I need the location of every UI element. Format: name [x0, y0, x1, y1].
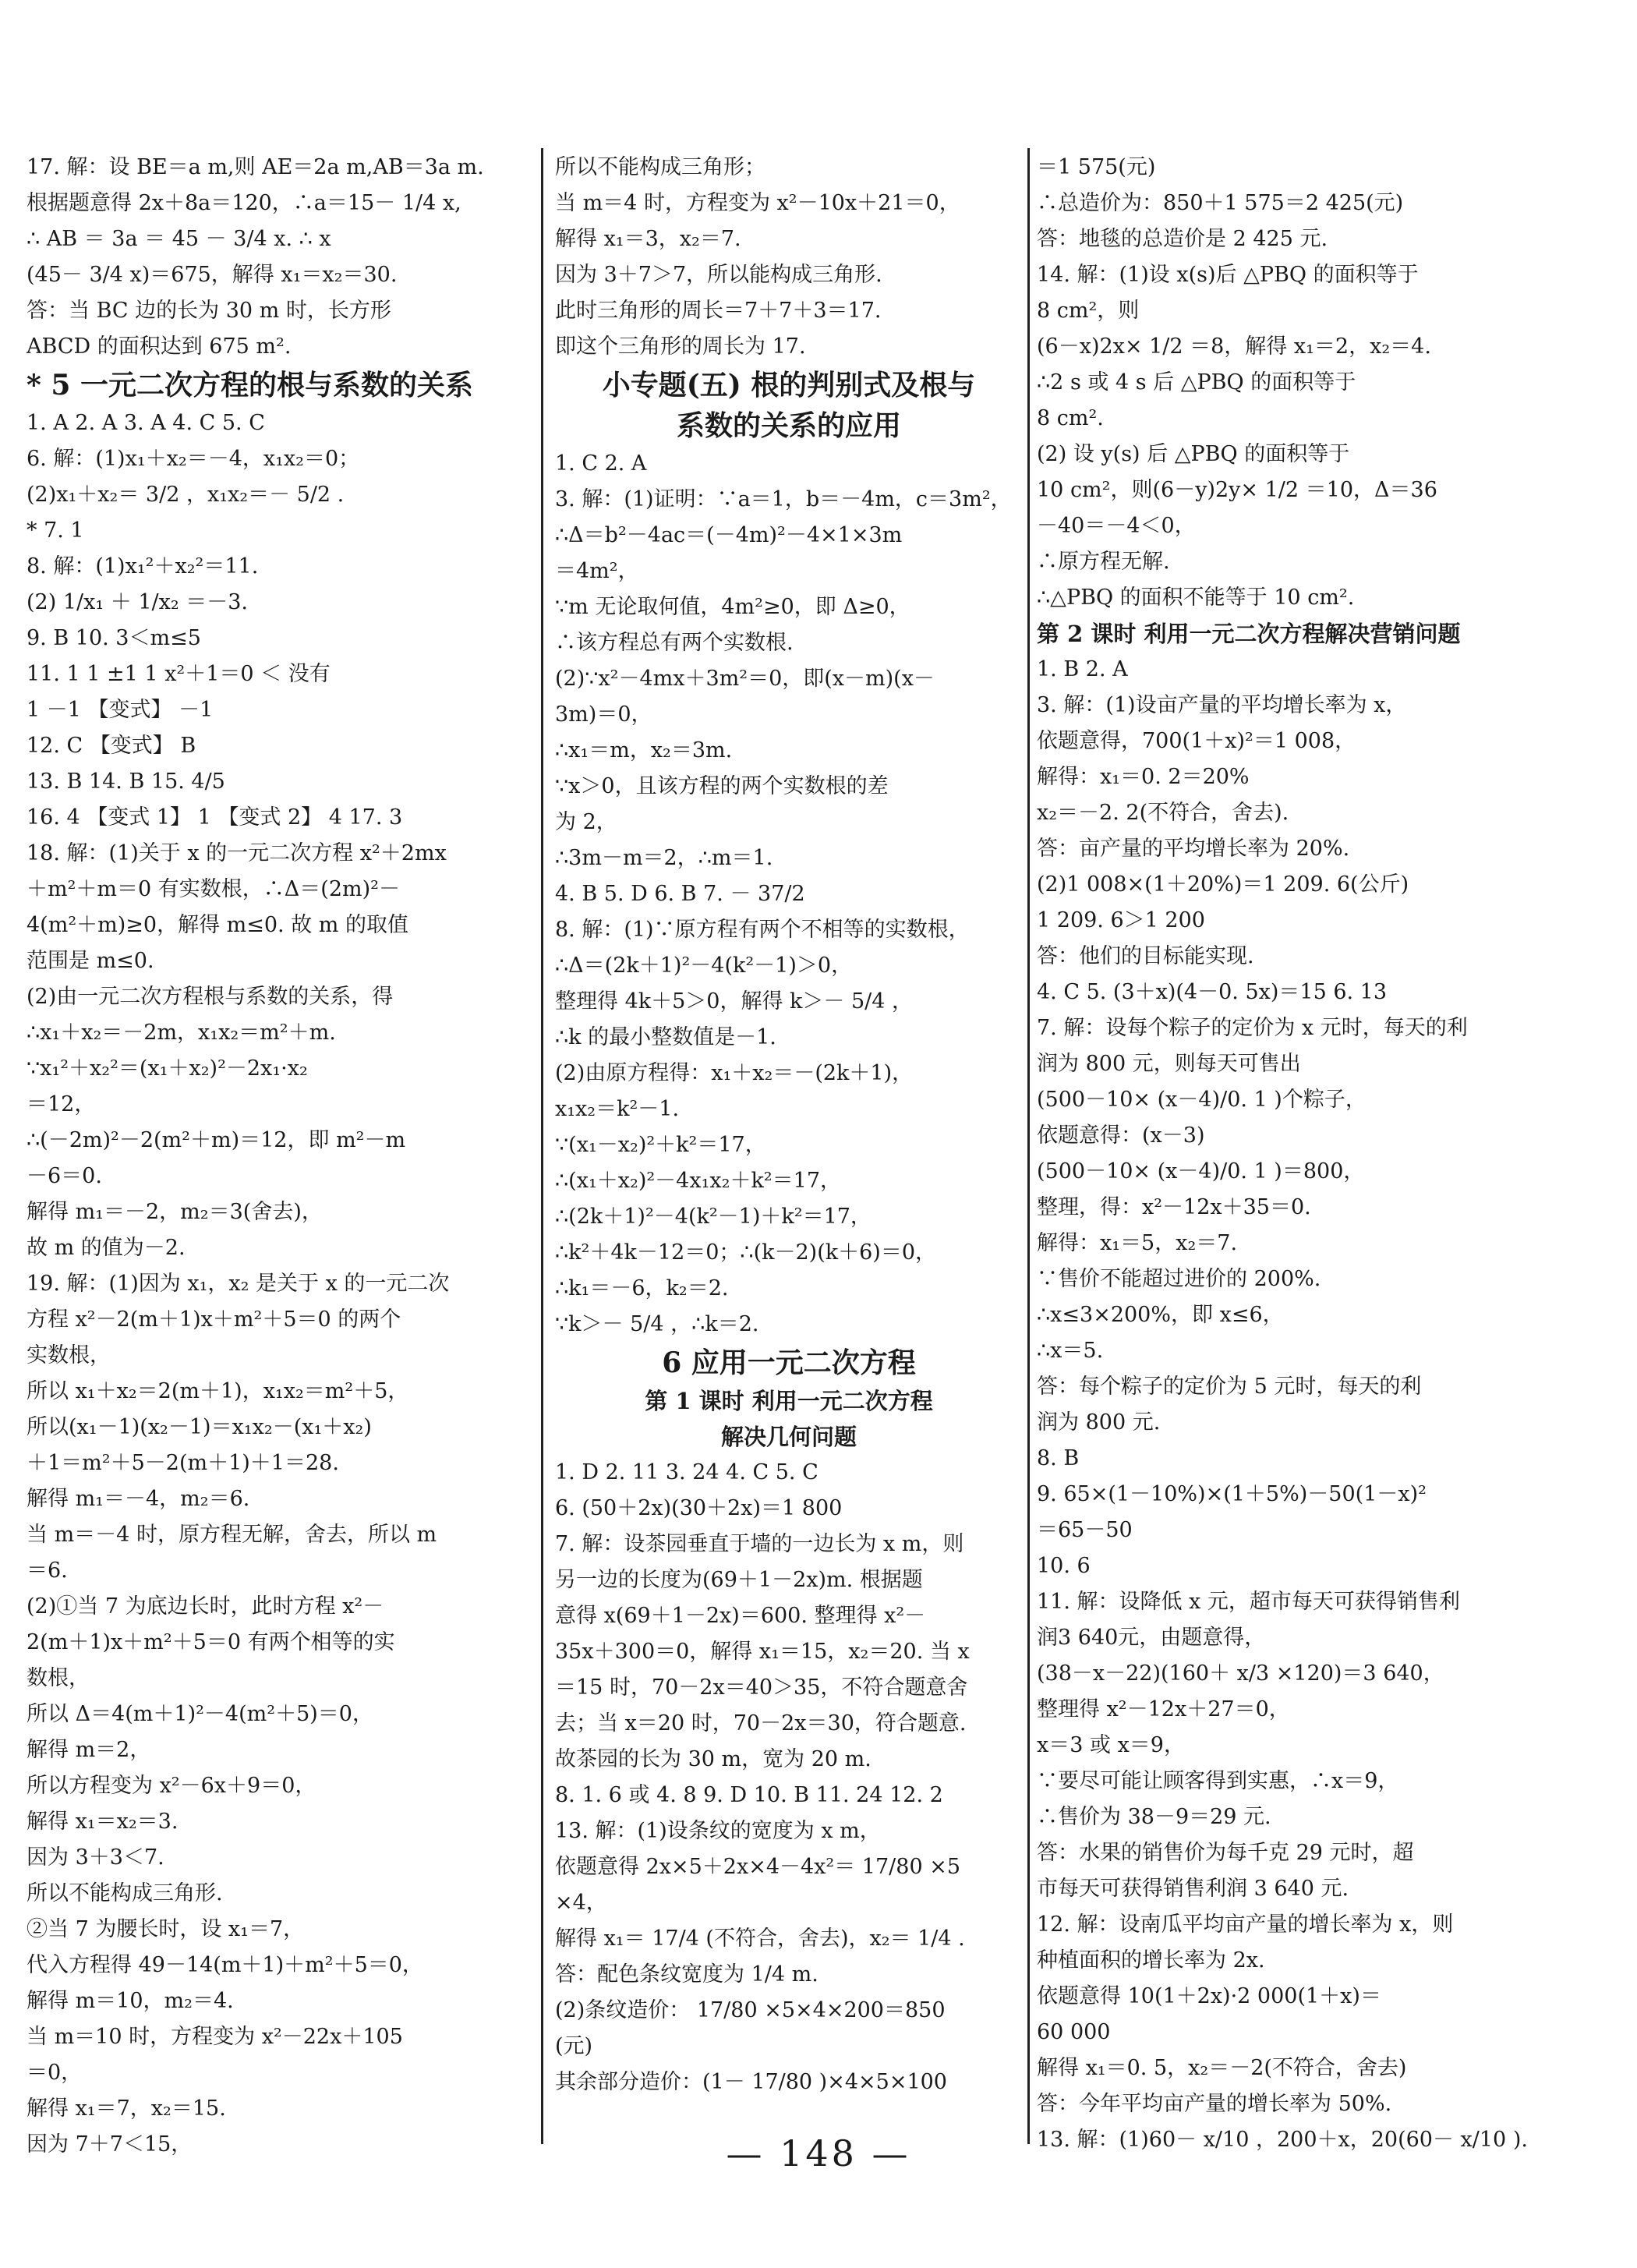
- answer-line: ＝65－50: [1037, 1518, 1133, 1542]
- answer-line: 11. 解：设降低 x 元，超市每天可获得销售利: [1037, 1590, 1460, 1614]
- answer-line: ＝0，: [27, 2061, 83, 2085]
- section-heading: 解决几何问题: [720, 1424, 857, 1450]
- answer-line: ∴x≤3×200%，即 x≤6，: [1037, 1303, 1284, 1327]
- answer-line: 润3 640元，由题意得，: [1037, 1626, 1266, 1650]
- answer-line: ×4，: [555, 1891, 607, 1915]
- answer-line: ∴△PBQ 的面积不能等于 10 cm².: [1037, 586, 1355, 610]
- answer-line: 根据题意得 2x＋8a＝120，∴a＝15－ 1/4 x,: [27, 191, 461, 215]
- column-divider-2: [1027, 148, 1030, 2144]
- answer-line: 所以不能构成三角形；: [555, 155, 765, 179]
- answer-line: ＝1 575(元): [1037, 155, 1156, 179]
- answer-line: ∴Δ＝b²－4ac＝(－4m)²－4×1×3m: [555, 523, 903, 547]
- answer-line: (38－x－22)(160＋ x/3 ×120)＝3 640，: [1037, 1661, 1444, 1686]
- answer-line: 解得 x₁＝ 17/4 (不符合，舍去)，x₂＝ 1/4 .: [555, 1927, 965, 1951]
- answer-line: 答：当 BC 边的长为 30 m 时，长方形: [27, 299, 391, 323]
- answer-line: 8 cm²，则: [1037, 299, 1140, 323]
- answer-line: 去；当 x＝20 时，70－2x＝30，符合题意.: [555, 1711, 967, 1735]
- answer-line: 12. 解：设南瓜平均亩产量的增长率为 x，则: [1037, 1912, 1454, 1937]
- answer-line: ∴(2k＋1)²－4(k²－1)＋k²＝17，: [555, 1205, 872, 1229]
- answer-line: 市每天可获得销售利润 3 640 元.: [1037, 1877, 1349, 1901]
- answer-line: 答：每个粽子的定价为 5 元时，每天的利: [1037, 1375, 1422, 1399]
- answer-line: 整理得 4k＋5＞0，解得 k＞－ 5/4 ，: [555, 989, 914, 1014]
- answer-line: 依题意得 2x×5＋2x×4－4x²＝ 17/80 ×5: [555, 1855, 961, 1879]
- answer-line: 19. 解：(1)因为 x₁，x₂ 是关于 x 的一元二次: [27, 1272, 450, 1296]
- answer-line: (2)∵x²－4mx＋3m²＝0，即(x－m)(x－: [555, 667, 935, 691]
- answer-line: 3. 解：(1)设亩产量的平均增长率为 x，: [1037, 693, 1407, 717]
- answer-line: ∴x₁＝m，x₂＝3m.: [555, 738, 733, 762]
- answer-line: 8. 解：(1)x₁²＋x₂²＝11.: [27, 554, 259, 578]
- answer-line: 6. (50＋2x)(30＋2x)＝1 800: [555, 1496, 843, 1520]
- answer-line: (元): [555, 2034, 593, 2058]
- section-heading: 6 应用一元二次方程: [662, 1346, 916, 1379]
- answer-line: 1 209. 6＞1 200: [1037, 908, 1205, 932]
- answer-line: 解得 m₁＝－2，m₂＝3(舍去)，: [27, 1200, 323, 1224]
- answer-column-right: [1037, 150, 1551, 2158]
- answer-line: ∵k＞－ 5/4 ，∴k＝2.: [555, 1312, 759, 1336]
- answer-line: 解得：x₁＝5，x₂＝7.: [1037, 1231, 1238, 1255]
- answer-line: 1. C 2. A: [555, 451, 647, 476]
- answer-line: ∵(x₁－x₂)²＋k²＝17，: [555, 1133, 766, 1157]
- answer-line: (2)由原方程得：x₁＋x₂＝－(2k＋1)，: [555, 1061, 914, 1085]
- answer-line: 当 m＝10 时，方程变为 x²－22x＋105: [27, 2025, 403, 2049]
- answer-line: 依题意得，700(1＋x)²＝1 008，: [1037, 729, 1356, 753]
- answer-line: ＋m²＋m＝0 有实数根，∴Δ＝(2m)²－: [27, 877, 400, 901]
- answer-line: 因为 3＋7＞7，所以能构成三角形.: [555, 263, 882, 287]
- answer-line: ∴售价为 38－9＝29 元.: [1037, 1805, 1271, 1829]
- answer-line: ＋1＝m²＋5－2(m＋1)＋1＝28.: [27, 1451, 339, 1475]
- section-heading: 小专题(五) 根的判别式及根与: [602, 369, 976, 402]
- answer-line: ∵x₁²＋x₂²＝(x₁＋x₂)²－2x₁·x₂: [27, 1056, 308, 1081]
- answer-line: 答：亩产量的平均增长率为 20%.: [1037, 837, 1350, 861]
- answer-line: 范围是 m≤0.: [27, 949, 154, 973]
- answer-line: 解得 m＝2，: [27, 1738, 151, 1762]
- answer-line: ABCD 的面积达到 675 m².: [27, 334, 292, 359]
- answer-line: ∴(－2m)²－2(m²＋m)＝12，即 m²－m: [27, 1128, 406, 1152]
- answer-line: 故茶园的长为 30 m，宽为 20 m.: [555, 1747, 872, 1771]
- answer-line: x＝3 或 x＝9，: [1037, 1733, 1185, 1757]
- answer-line: ∴2 s 或 4 s 后 △PBQ 的面积等于: [1037, 370, 1356, 395]
- answer-line: 润为 800 元，则每天可售出: [1037, 1052, 1301, 1076]
- section-heading: 系数的关系的应用: [676, 409, 901, 442]
- answer-line: 8 cm².: [1037, 406, 1104, 430]
- answer-line: 60 000: [1037, 2020, 1111, 2044]
- answer-line: 7. 解：设茶园垂直于墙的一边长为 x m，则: [555, 1532, 964, 1556]
- answer-line: (2)1 008×(1＋20%)＝1 209. 6(公斤): [1037, 872, 1409, 897]
- answer-line: 2(m＋1)x＋m²＋5＝0 有两个相等的实: [27, 1630, 395, 1654]
- answer-line: 解得 m₁＝－4，m₂＝6.: [27, 1487, 250, 1511]
- answer-line: 数根，: [27, 1666, 90, 1690]
- answer-line: 当 m＝4 时，方程变为 x²－10x＋21＝0，: [555, 191, 960, 215]
- answer-line: 13. 解：(1)设条纹的宽度为 x m，: [555, 1819, 881, 1843]
- answer-line: 4. B 5. D 6. B 7. － 37/2: [555, 882, 805, 906]
- answer-line: 4(m²＋m)≥0，解得 m≤0. 故 m 的取值: [27, 913, 408, 937]
- answer-line: (2)由一元二次方程根与系数的关系，得: [27, 985, 394, 1009]
- answer-line: 10 cm²，则(6－y)2y× 1/2 ＝10，Δ＝36: [1037, 478, 1437, 502]
- answer-line: 答：他们的目标能实现.: [1037, 944, 1254, 968]
- answer-line: ∴总造价为：850＋1 575＝2 425(元): [1037, 191, 1404, 215]
- answer-line: 7. 解：设每个粽子的定价为 x 元时，每天的利: [1037, 1016, 1468, 1040]
- answer-line: 9. 65×(1－10%)×(1＋5%)－50(1－x)²: [1037, 1482, 1427, 1506]
- answer-line: 方程 x²－2(m＋1)x＋m²＋5＝0 的两个: [27, 1307, 401, 1332]
- answer-line: 故 m 的值为－2.: [27, 1236, 186, 1260]
- answer-line: 11. 1 1 ±1 1 x²＋1＝0 ＜ 没有: [27, 662, 331, 686]
- answer-line: 即这个三角形的周长为 17.: [555, 334, 806, 359]
- answer-line: 依题意得：(x－3): [1037, 1123, 1205, 1148]
- answer-line: ∴x＝5.: [1037, 1339, 1104, 1363]
- answer-line: 4. C 5. (3＋x)(4－0. 5x)＝15 6. 13: [1037, 980, 1388, 1004]
- answer-line: 依题意得 10(1＋2x)·2 000(1＋x)＝: [1037, 1984, 1381, 2008]
- answer-line: 润为 800 元.: [1037, 1410, 1161, 1435]
- answer-line: 其余部分造价：(1－ 17/80 )×4×5×100: [555, 2070, 947, 2094]
- answer-line: 另一边的长度为(69＋1－2x)m. 根据题: [555, 1568, 923, 1592]
- column-divider-1: [541, 148, 543, 2144]
- answer-line: ＝15 时，70－2x＝40＞35，不符合题意舍: [555, 1675, 968, 1700]
- section-heading: 第 2 课时 利用一元二次方程解决营销问题: [1037, 621, 1461, 647]
- answer-column-left: [27, 150, 514, 2163]
- answer-line: ∴Δ＝(2k＋1)²－4(k²－1)＞0，: [555, 954, 853, 978]
- answer-line: 1. A 2. A 3. A 4. C 5. C: [27, 411, 265, 435]
- answer-line: ∴该方程总有两个实数根.: [555, 631, 794, 655]
- answer-line: ∴(x₁＋x₂)²－4x₁x₂＋k²＝17，: [555, 1169, 841, 1193]
- answer-line: 3. 解：(1)证明：∵a＝1，b＝－4m，c＝3m²，: [555, 487, 1012, 511]
- answer-line: 13. 解：(1)60－ x/10 ，200＋x，20(60－ x/10 ).: [1037, 2128, 1528, 2152]
- answer-line: ＝4m²，: [555, 559, 639, 583]
- answer-line: 解得 x₁＝7，x₂＝15.: [27, 2096, 226, 2121]
- answer-line: 因为 7＋7＜15，: [27, 2132, 193, 2157]
- answer-line: 当 m＝－4 时，原方程无解，舍去，所以 m: [27, 1523, 437, 1547]
- answer-line: (45－ 3/4 x)＝675，解得 x₁＝x₂＝30.: [27, 263, 398, 287]
- answer-line: 17. 解：设 BE＝a m,则 AE＝2a m,AB＝3a m.: [27, 155, 484, 179]
- answer-line: ②当 7 为腰长时，设 x₁＝7，: [27, 1917, 305, 1941]
- answer-line: 代入方程得 49－14(m＋1)＋m²＋5＝0，: [27, 1953, 423, 1977]
- answer-line: ∴原方程无解.: [1037, 550, 1170, 574]
- answer-line: 8. 解：(1)∵原方程有两个不相等的实数根，: [555, 918, 970, 942]
- answer-line: 此时三角形的周长＝7＋7＋3＝17.: [555, 299, 882, 323]
- answer-line: 实数根，: [27, 1343, 111, 1368]
- answer-line: 解得 m＝10，m₂＝4.: [27, 1989, 234, 2013]
- answer-line: ∵x＞0，且该方程的两个实数根的差: [555, 774, 889, 798]
- answer-line: 3m)＝0，: [555, 702, 652, 727]
- answer-line: ∴k₁＝－6，k₂＝2.: [555, 1276, 729, 1300]
- answer-line: x₂＝－2. 2(不符合，舍去).: [1037, 801, 1289, 825]
- answer-line: 13. B 14. B 15. 4/5: [27, 770, 225, 794]
- answer-line: ∴k²＋4k－12＝0；∴(k－2)(k＋6)＝0，: [555, 1240, 937, 1265]
- answer-line: 答：今年平均亩产量的增长率为 50%.: [1037, 2092, 1392, 2116]
- answer-line: 解得 x₁＝x₂＝3.: [27, 1810, 179, 1834]
- answer-line: 整理得 x²－12x＋27＝0，: [1037, 1697, 1290, 1721]
- answer-line: ＝12，: [27, 1092, 96, 1116]
- answer-line: 所以 Δ＝4(m＋1)²－4(m²＋5)＝0，: [27, 1702, 373, 1726]
- answer-line: 1. B 2. A: [1037, 657, 1128, 681]
- answer-line: ∴ AB ＝ 3a ＝ 45 － 3/4 x. ∴ x: [27, 227, 331, 251]
- answer-line: 所以方程变为 x²－6x＋9＝0，: [27, 1774, 316, 1798]
- answer-line: ∵m 无论取何值，4m²≥0，即 Δ≥0，: [555, 595, 910, 619]
- answer-line: ∴3m－m＝2，∴m＝1.: [555, 846, 773, 870]
- answer-line: 18. 解：(1)关于 x 的一元二次方程 x²＋2mx: [27, 841, 447, 865]
- section-heading: * 5 一元二次方程的根与系数的关系: [27, 369, 473, 402]
- answer-line: 所以 x₁＋x₂＝2(m＋1)，x₁x₂＝m²＋5，: [27, 1379, 409, 1403]
- answer-line: 因为 3＋3＜7.: [27, 1845, 164, 1870]
- answer-line: (2) 设 y(s) 后 △PBQ 的面积等于: [1037, 442, 1350, 466]
- answer-line: ∵要尽可能让顾客得到实惠，∴x＝9，: [1037, 1769, 1399, 1793]
- answer-line: －6＝0.: [27, 1164, 102, 1188]
- answer-line: (2)x₁＋x₂＝ 3/2 ，x₁x₂＝－ 5/2 .: [27, 483, 345, 507]
- answer-line: －40＝－4＜0，: [1037, 514, 1196, 538]
- answer-line: (6－x)2x× 1/2 ＝8，解得 x₁＝2，x₂＝4.: [1037, 334, 1431, 359]
- answer-line: 解得：x₁＝0. 2＝20%: [1037, 765, 1250, 789]
- answer-line: 答：水果的销售价为每千克 29 元时，超: [1037, 1841, 1414, 1865]
- section-heading: 第 1 课时 利用一元二次方程: [645, 1388, 933, 1414]
- answer-line: ＝6.: [27, 1559, 68, 1583]
- answer-line: 10. 6: [1037, 1554, 1091, 1578]
- answer-line: 9. B 10. 3＜m≤5: [27, 626, 201, 650]
- answer-line: 种植面积的增长率为 2x.: [1037, 1948, 1265, 1973]
- answer-line: 解得 x₁＝0. 5，x₂＝－2(不符合，舍去): [1037, 2056, 1407, 2080]
- answer-line: 1 －1 【变式】 －1: [27, 698, 214, 722]
- answer-line: 答：地毯的总造价是 2 425 元.: [1037, 227, 1328, 251]
- answer-line: ∴k 的最小整数值是－1.: [555, 1025, 776, 1049]
- answer-line: x₁x₂＝k²－1.: [555, 1097, 680, 1121]
- answer-line: 为 2，: [555, 810, 617, 834]
- answer-line: 答：配色条纹宽度为 1/4 m.: [555, 1962, 818, 1987]
- answer-line: ∵售价不能超过进价的 200%.: [1037, 1267, 1321, 1291]
- answer-line: 8. B: [1037, 1446, 1080, 1470]
- answer-line: 14. 解：(1)设 x(s)后 △PBQ 的面积等于: [1037, 263, 1419, 287]
- answer-line: 12. C 【变式】 B: [27, 734, 196, 758]
- answer-column-middle: [555, 150, 1023, 2100]
- answer-line: (2) 1/x₁ ＋ 1/x₂ ＝－3.: [27, 590, 248, 614]
- answer-line: 意得 x(69＋1－2x)＝600. 整理得 x²－: [555, 1604, 926, 1628]
- answer-line: (2)条纹造价： 17/80 ×5×4×200＝850: [555, 1998, 946, 2022]
- answer-line: 整理，得：x²－12x＋35＝0.: [1037, 1195, 1311, 1219]
- answer-line: 解得 x₁＝3，x₂＝7.: [555, 227, 741, 251]
- answer-line: 8. 1. 6 或 4. 8 9. D 10. B 11. 24 12. 2: [555, 1783, 943, 1807]
- answer-line: (2)①当 7 为底边长时，此时方程 x²－: [27, 1594, 384, 1619]
- page-number: — 148 —: [726, 2132, 911, 2174]
- answer-line: 6. 解：(1)x₁＋x₂＝－4，x₁x₂＝0；: [27, 447, 360, 471]
- answer-line: 所以不能构成三角形.: [27, 1881, 223, 1905]
- answer-line: (500－10× (x－4)/0. 1 )个粽子，: [1037, 1088, 1367, 1112]
- answer-line: 16. 4 【变式 1】 1 【变式 2】 4 17. 3: [27, 805, 403, 830]
- answer-line: ∴x₁＋x₂＝－2m，x₁x₂＝m²＋m.: [27, 1021, 336, 1045]
- answer-line: * 7. 1: [27, 518, 84, 543]
- answer-line: 1. D 2. 11 3. 24 4. C 5. C: [555, 1460, 818, 1484]
- answer-line: (500－10× (x－4)/0. 1 )＝800，: [1037, 1159, 1365, 1184]
- answer-line: 所以(x₁－1)(x₂－1)＝x₁x₂－(x₁＋x₂): [27, 1415, 372, 1439]
- answer-line: 35x＋300＝0，解得 x₁＝15，x₂＝20. 当 x: [555, 1640, 970, 1664]
